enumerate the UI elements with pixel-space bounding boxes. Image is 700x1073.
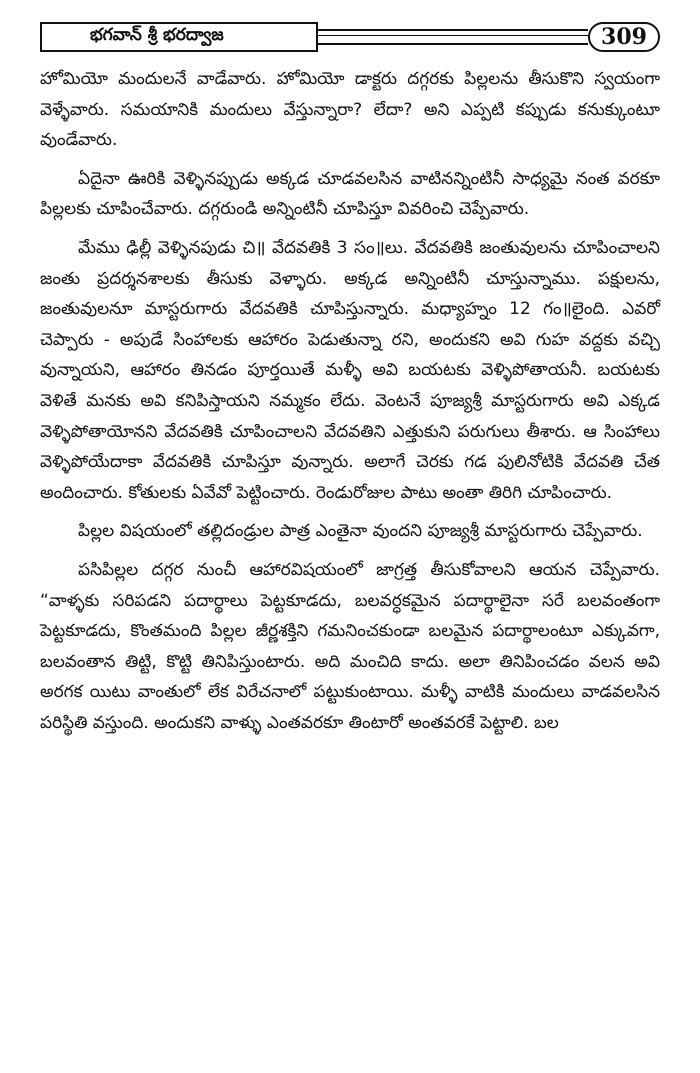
header-rule <box>318 29 588 45</box>
paragraph: మేము ఢిల్లీ వెళ్ళినపుడు చి॥ వేదవతికి 3 సం॥లు. వేదవతికి జంతువులను చూపించాలని జంతు ప్రదర్శనశాలకు తీసుకు వెళ్ళారు. అక్కడ అన్నింటినీ చూస్తున్నాము. పక్షులను, జంతువులనూ మాస్టరుగారు వేదవతికి చూపిస్తున్నారు. మధ్యాహ్నం 12 గం॥లైంది. ఎవరో చెప్పారు - అపుడే సింహాలకు ఆహారం పెడుతున్నా రని, అందుకని అవి గుహ వద్దకు వచ్చి వున్నాయని, ఆహారం తినడం పూర్తయితే మళ్ళీ అవి బయటకు వెళ్ళిపోతాయనీ. బయటకు వెళితే మనకు అవి కనిపిస్తాయని నమ్మకం లేదు. వెంటనే పూజ్యశ్రీ మాస్టరుగారు అవి ఎక్కడ వెళ్ళిపోతాయోనని వేదవతికి చూపించాలని వేదవతిని ఎత్తుకుని పరుగులు తీశారు. ఆ సింహాలు వెళ్ళిపోయేదాకా వేదవతికి చూపిస్తూ వున్నారు. అలాగే చెరకు గడ పులినోటికి వేదవతి చేత అందించారు. కోతులకు ఏవేవో పెట్టించారు. రెండురోజుల పాటు అంతా తిరిగి చూపించారు. <box>40 237 660 503</box>
paragraph: హోమియో మందులనే వాడేవారు. హోమియో డాక్టరు దగ్గరకు పిల్లలను తీసుకొని స్వయంగా వెళ్ళేవారు. సమయానికి మందులు వేస్తున్నారా? లేదా? అని ఎప్పటి కప్పుడు కనుక్కుంటూ వుండేవారు. <box>40 69 660 151</box>
paragraph: పిల్లల విషయంలో తల్లిదండ్రుల పాత్ర ఎంతైనా వుందని పూజ్యశ్రీ మాస్టరుగారు చెప్పేవారు. <box>78 521 643 542</box>
book-title: భగవాన్ శ్రీ భరద్వాజ <box>40 22 318 52</box>
running-header <box>40 22 660 54</box>
page-number: 309 <box>588 22 660 52</box>
paragraph: పసిపిల్లల దగ్గర నుంచీ ఆహారవిషయంలో జాగ్రత్త తీసుకోవాలని ఆయన చెప్పేవారు. “వాళ్ళకు సరిపడని పదార్థాలు పెట్టకూడదు, బలవర్ధకమైన పదార్థాలైనా సరే బలవంతంగా పెట్టకూడదు, కొంతమంది పిల్లల జీర్ణశక్తిని గమనించకుండా బలమైన పదార్థాలంటూ ఎక్కువగా, బలవంతాన తిట్టి, కొట్టి తినిపిస్తుంటారు. అది మంచిది కాదు. అలా తినిపించడం వలన అవి అరగక యిటు వాంతులో లేక విరేచనాలో పట్టుకుంటాయి. మళ్ళీ వాటికి మందులు వాడవలసిన పరిస్థితి వస్తుంది. అందుకని వాళ్ళు ఎంతవరకూ తింటారో అంతవరకే పెట్టాలి. బల <box>40 559 660 733</box>
paragraph: ఏదైనా ఊరికి వెళ్ళినప్పుడు అక్కడ చూడవలసిన వాటినన్నింటినీ సాధ్యమై నంత వరకూ పిల్లలకు చూపించేవారు. దగ్గరుండి అన్నింటినీ చూపిస్తూ వివరించి చెప్పేవారు. <box>40 168 660 220</box>
body-text <box>40 64 660 746</box>
